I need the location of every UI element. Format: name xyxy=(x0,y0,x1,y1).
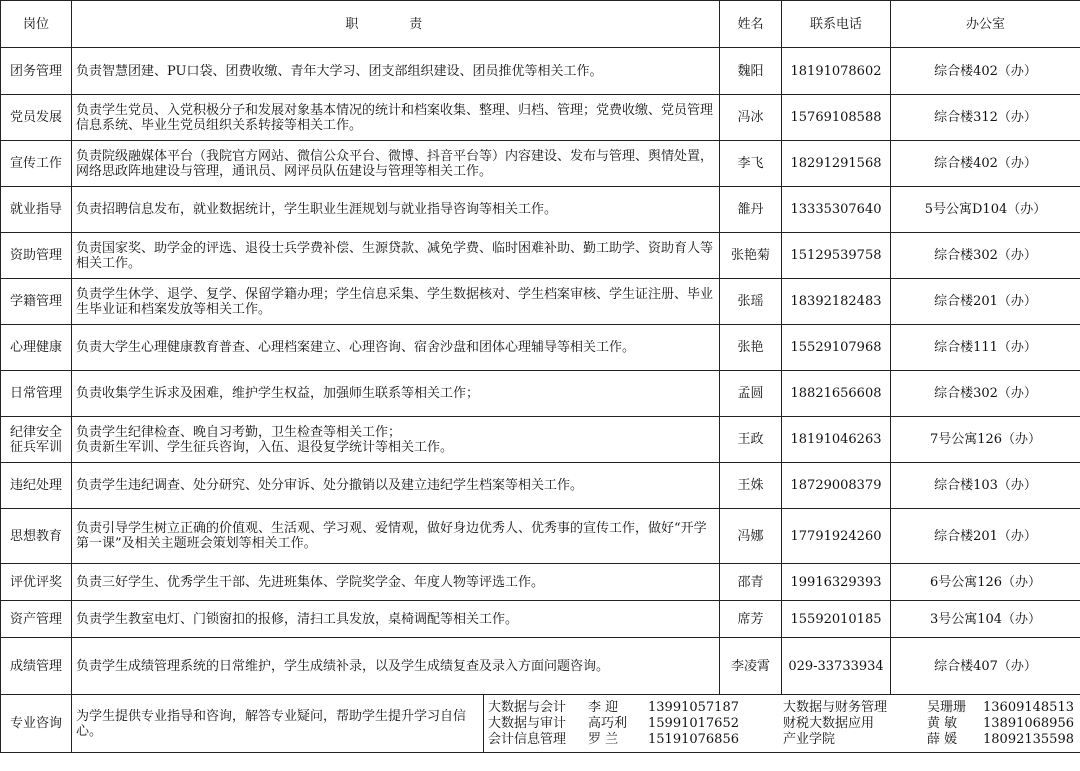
consult-major: 会计信息管理 xyxy=(488,731,567,747)
header-role: 岗位 xyxy=(1,1,72,48)
office-cell: 3号公寓104（办） xyxy=(891,601,1080,638)
consult-row xyxy=(1,695,1080,753)
consult-major: 财税大数据应用 xyxy=(783,715,875,731)
office-cell: 综合楼312（办） xyxy=(891,95,1080,141)
role-cell: 违纪处理 xyxy=(1,463,72,509)
table-row xyxy=(1,325,1080,371)
role-cell: 成绩管理 xyxy=(1,638,72,695)
header-duty xyxy=(72,1,720,48)
consult-contact xyxy=(783,700,1074,716)
table-row xyxy=(1,463,1080,509)
consult-major: 产业学院 xyxy=(783,731,836,747)
consult-major: 大数据与会计 xyxy=(488,699,567,715)
consult-contact xyxy=(488,732,739,748)
name-cell: 张艳 xyxy=(720,325,782,371)
phone-cell: 15129539758 xyxy=(782,233,891,279)
table-row xyxy=(1,417,1080,463)
office-cell: 7号公寓126（办） xyxy=(891,417,1080,463)
header-name: 姓名 xyxy=(720,1,782,48)
phone-cell: 18291291568 xyxy=(782,141,891,187)
consult-left-column xyxy=(488,700,739,748)
consult-duty: 为学生提供专业指导和咨询，解答专业疑问，帮助学生提升学习自信心。 xyxy=(72,695,484,752)
header-office: 办公室 xyxy=(891,1,1080,48)
duty-cell: 负责收集学生诉求及困难，维护学生权益，加强师生联系等相关工作； xyxy=(72,371,720,417)
name-cell: 雒丹 xyxy=(720,187,782,233)
office-cell: 综合楼201（办） xyxy=(891,509,1080,564)
office-cell: 综合楼407（办） xyxy=(891,638,1080,695)
consult-phone: 15191076856 xyxy=(648,731,739,747)
role-cell: 宣传工作 xyxy=(1,141,72,187)
name-cell: 冯娜 xyxy=(720,509,782,564)
duty-cell: 负责学生纪律检查、晚自习考勤，卫生检查等相关工作； 负责新生军训、学生征兵咨询，入伍、退役复学统计等相关工作。 xyxy=(72,417,720,463)
consult-role: 专业咨询 xyxy=(1,695,72,753)
table-header-row xyxy=(1,1,1080,48)
consult-name: 吴珊珊 xyxy=(927,699,967,715)
office-cell: 5号公寓D104（办） xyxy=(891,187,1080,233)
duty-cell: 负责学生违纪调查、处分研究、处分审诉、处分撤销以及建立违纪学生档案等相关工作。 xyxy=(72,463,720,509)
table-row xyxy=(1,95,1080,141)
table-body xyxy=(1,48,1080,695)
office-cell: 综合楼302（办） xyxy=(891,371,1080,417)
office-cell: 综合楼201（办） xyxy=(891,279,1080,325)
office-cell: 综合楼302（办） xyxy=(891,233,1080,279)
office-cell: 综合楼402（办） xyxy=(891,48,1080,95)
phone-cell: 19916329393 xyxy=(782,564,891,601)
header-duty-label: 职 责 xyxy=(345,16,446,32)
duty-cell: 负责引导学生树立正确的价值观、生活观、学习观、爱情观，做好身边优秀人、优秀事的宣传工作，做好“开学第一课”及相关主题班会策划等相关工作。 xyxy=(72,509,720,564)
consult-phone: 15991017652 xyxy=(648,715,739,731)
consult-contact xyxy=(488,700,739,716)
table-row xyxy=(1,141,1080,187)
name-cell: 席芳 xyxy=(720,601,782,638)
role-cell: 资产管理 xyxy=(1,601,72,638)
phone-cell: 18729008379 xyxy=(782,463,891,509)
consult-phone: 13891068956 xyxy=(983,715,1074,731)
consult-name: 罗 兰 xyxy=(588,731,619,747)
role-cell: 学籍管理 xyxy=(1,279,72,325)
name-cell: 冯冰 xyxy=(720,95,782,141)
phone-cell: 17791924260 xyxy=(782,509,891,564)
duty-cell: 负责国家奖、助学金的评选、退役士兵学费补偿、生源贷款、减免学费、临时困难补助、勤工助学、资助育人等相关工作。 xyxy=(72,233,720,279)
role-cell: 党员发展 xyxy=(1,95,72,141)
header-phone: 联系电话 xyxy=(782,1,891,48)
role-cell: 团务管理 xyxy=(1,48,72,95)
name-cell: 李飞 xyxy=(720,141,782,187)
phone-cell: 15529107968 xyxy=(782,325,891,371)
consult-contact xyxy=(783,732,1074,748)
duty-cell: 负责学生党员、入党积极分子和发展对象基本情况的统计和档案收集、整理、归档、管理；党费收缴、党员管理信息系统、毕业生党员组织关系转接等相关工作。 xyxy=(72,95,720,141)
duty-cell: 负责院级融媒体平台（我院官方网站、微信公众平台、微博、抖音平台等）内容建设、发布与管理、舆情处置，网络思政阵地建设与管理，通讯员、网评员队伍建设与管理等相关工作。 xyxy=(72,141,720,187)
office-cell: 综合楼402（办） xyxy=(891,141,1080,187)
duty-cell: 负责智慧团建、PU口袋、团费收缴、青年大学习、团支部组织建设、团员推优等相关工作。 xyxy=(72,48,720,95)
name-cell: 邵青 xyxy=(720,564,782,601)
duty-cell: 负责学生教室电灯、门锁窗扣的报修，清扫工具发放，桌椅调配等相关工作。 xyxy=(72,601,720,638)
consult-name: 薛 媛 xyxy=(927,731,958,747)
consult-name: 李 迎 xyxy=(588,699,619,715)
role-cell: 心理健康 xyxy=(1,325,72,371)
phone-cell: 18191046263 xyxy=(782,417,891,463)
table-row xyxy=(1,564,1080,601)
name-cell: 王政 xyxy=(720,417,782,463)
phone-cell: 15769108588 xyxy=(782,95,891,141)
office-cell: 综合楼103（办） xyxy=(891,463,1080,509)
consult-right-column xyxy=(783,700,1074,748)
role-cell: 评优评奖 xyxy=(1,564,72,601)
table-row xyxy=(1,371,1080,417)
consult-name: 高巧利 xyxy=(588,715,628,731)
duty-cell: 负责大学生心理健康教育普查、心理档案建立、心理咨询、宿舍沙盘和团体心理辅导等相关工作。 xyxy=(72,325,720,371)
consult-contacts xyxy=(484,700,1080,748)
office-cell: 综合楼111（办） xyxy=(891,325,1080,371)
phone-cell: 18821656608 xyxy=(782,371,891,417)
duty-cell: 负责学生休学、退学、复学、保留学籍办理；学生信息采集、学生数据核对、学生档案审核、学生证注册、毕业生毕业证和档案发放等相关工作。 xyxy=(72,279,720,325)
duty-cell: 负责招聘信息发布，就业数据统计，学生职业生涯规划与就业指导咨询等相关工作。 xyxy=(72,187,720,233)
role-cell: 资助管理 xyxy=(1,233,72,279)
consult-contact xyxy=(783,716,1074,732)
role-cell: 就业指导 xyxy=(1,187,72,233)
consult-major: 大数据与财务管理 xyxy=(783,699,888,715)
table-row xyxy=(1,509,1080,564)
phone-cell: 18392182483 xyxy=(782,279,891,325)
table-row xyxy=(1,48,1080,95)
table-row xyxy=(1,601,1080,638)
name-cell: 魏阳 xyxy=(720,48,782,95)
consult-phone: 13609148513 xyxy=(983,699,1074,715)
role-cell: 日常管理 xyxy=(1,371,72,417)
role-cell: 思想教育 xyxy=(1,509,72,564)
phone-cell: 15592010185 xyxy=(782,601,891,638)
consult-phone: 18092135598 xyxy=(983,731,1074,747)
name-cell: 李凌霄 xyxy=(720,638,782,695)
office-cell: 6号公寓126（办） xyxy=(891,564,1080,601)
consult-major: 大数据与审计 xyxy=(488,715,567,731)
name-cell: 孟圆 xyxy=(720,371,782,417)
duty-cell: 负责三好学生、优秀学生干部、先进班集体、学院奖学金、年度人物等评选工作。 xyxy=(72,564,720,601)
phone-cell: 13335307640 xyxy=(782,187,891,233)
consult-contact xyxy=(488,716,739,732)
consult-phone: 13991057187 xyxy=(648,699,739,715)
role-cell: 纪律安全 征兵军训 xyxy=(1,417,72,463)
name-cell: 张瑶 xyxy=(720,279,782,325)
table-row xyxy=(1,638,1080,695)
phone-cell: 18191078602 xyxy=(782,48,891,95)
name-cell: 王姝 xyxy=(720,463,782,509)
table-row xyxy=(1,233,1080,279)
duty-cell: 负责学生成绩管理系统的日常维护，学生成绩补录，以及学生成绩复查及录入方面问题咨询。 xyxy=(72,638,720,695)
consult-name: 黄 敏 xyxy=(927,715,958,731)
phone-cell: 029-33733934 xyxy=(782,638,891,695)
table-row xyxy=(1,187,1080,233)
table-row xyxy=(1,279,1080,325)
name-cell: 张艳菊 xyxy=(720,233,782,279)
